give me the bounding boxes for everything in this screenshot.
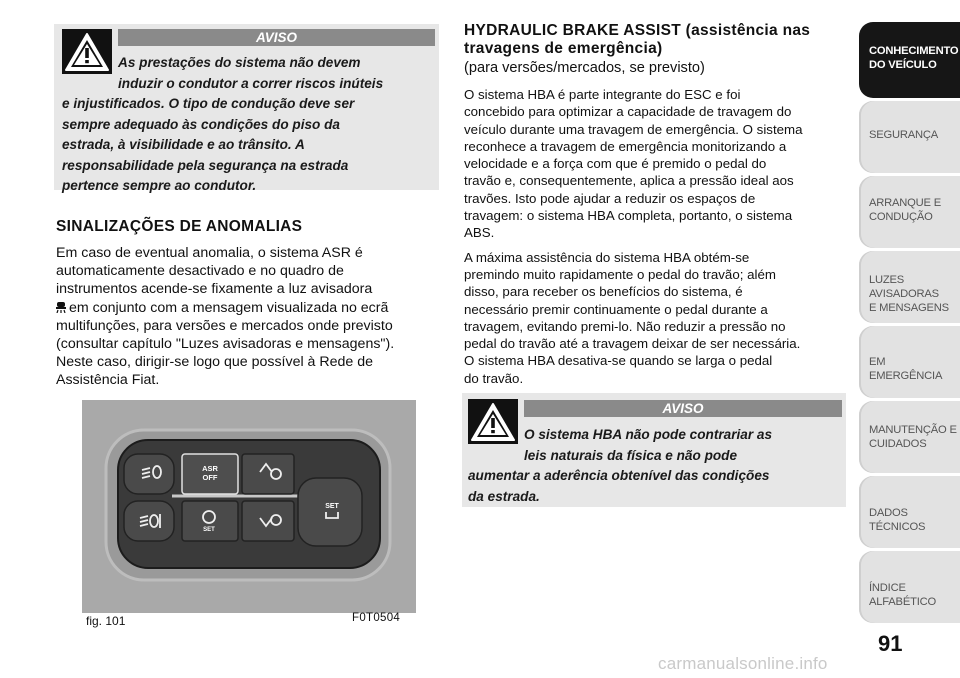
tab-indice-alfabetico[interactable]: [859, 551, 960, 623]
tab-manutencao-e-cuidados[interactable]: [859, 401, 960, 473]
tab-label: [869, 44, 958, 72]
warning-line: induzir o condutor a correr riscos inúteis: [118, 75, 384, 91]
tab-label: [869, 273, 960, 315]
asr-off-label-line1: ASR: [202, 464, 218, 473]
text-line: ABS.: [464, 225, 495, 241]
warning-text: [468, 425, 844, 507]
tab-label: [869, 506, 960, 534]
text-line: travões. Isto pode ajudar a reduzir os espaços de: [464, 190, 756, 206]
tab-dados-tecnicos[interactable]: [859, 476, 960, 548]
text-line: do travão.: [464, 370, 524, 386]
text-line: travagem: o sistema HBA completa, portanto, o sistema: [464, 208, 793, 224]
asr-warning-lamp-icon: [56, 301, 66, 313]
tab-label: [869, 423, 957, 451]
figure-caption: fig. 101: [86, 614, 126, 628]
hba-paragraph-1: [464, 86, 850, 242]
tab-label-line: ÍNDICE ALFABÉTICO: [869, 582, 937, 608]
tab-label: [869, 128, 938, 142]
warning-line: leis naturais da física e não pode: [524, 447, 738, 463]
anomalies-text: [56, 244, 441, 390]
tab-label-line: MANUTENÇÃO E: [869, 424, 957, 436]
section-heading-anomalies: SINALIZAÇÕES DE ANOMALIAS: [56, 218, 303, 235]
text-line: veículo durante uma travagem de emergência. O sistema: [464, 121, 803, 137]
text-line: automaticamente desactivado e no quadro de: [56, 263, 344, 280]
warning-line: estrada, à visibilidade e ao trânsito. A: [62, 137, 305, 152]
set-label: SET: [203, 527, 215, 533]
tab-label-line: CUIDADOS: [869, 438, 927, 450]
tab-label: [869, 581, 960, 609]
tab-label-line: CONHECIMENTO: [869, 45, 959, 57]
tab-label-line: ARRANQUE E: [869, 197, 941, 209]
warning-line: e injustificados. O tipo de condução deve ser: [62, 96, 355, 111]
text-line: Em caso de eventual anomalia, o sistema ASR é: [56, 245, 363, 261]
text-line: concebido para optimizar a capacidade de travagem do: [464, 104, 792, 120]
text-line-rest: em conjunto com a mensagem visualizada no ecrã: [69, 299, 389, 316]
text-line: A máxima assistência do sistema HBA obtém-se: [464, 249, 750, 265]
warning-box-top: [54, 24, 439, 193]
text-line: [56, 299, 441, 317]
hba-subtitle: (para versões/mercados, se previsto): [464, 60, 705, 76]
watermark: carmanualsonline.info: [658, 654, 828, 673]
heading-line: travagens de emergência): [464, 40, 663, 57]
warning-title: AVISO: [524, 400, 842, 417]
set-label-right: SET: [325, 503, 339, 510]
asr-off-label-line2: OFF: [202, 473, 218, 482]
tab-em-emergencia[interactable]: [859, 326, 960, 398]
figure-code: F0T0504: [352, 612, 401, 624]
text-line: O sistema HBA é parte integrante do ESC e foi: [464, 87, 741, 102]
text-line: Assistência Fiat.: [56, 372, 160, 389]
page-number: 91: [878, 631, 903, 656]
text-line: Neste caso, dirigir-se logo que possível à Rede de: [56, 354, 374, 371]
text-line: travão e, consequentemente, aplica a pressão ideal aos: [464, 173, 794, 189]
figure-button-panel: [82, 400, 416, 613]
tab-label: [869, 196, 941, 224]
hba-paragraph-2: [464, 249, 850, 387]
text-line: pedal do travão até a travagem deixar de ser necessária.: [464, 336, 801, 352]
text-line: necessário premir continuamente o pedal durante a: [464, 301, 768, 317]
warning-line: sempre adequado às condições do piso da: [62, 116, 340, 132]
text-line: multifunções, para versões e mercados onde previsto: [56, 317, 393, 334]
text-line: reconhece a travagem de emergência monitorizando a: [464, 138, 787, 154]
warning-box-right: [462, 393, 846, 507]
tab-label-line: DADOS TÉCNICOS: [869, 507, 926, 533]
tab-label-line: LUZES AVISADORAS: [869, 274, 939, 300]
text-line: travagem, evitando premi-lo. Não reduzir a pressão no: [464, 318, 786, 334]
tab-label-line: EM EMERGÊNCIA: [869, 356, 943, 382]
warning-line: aumentar a aderência obtenível das condições: [468, 468, 770, 483]
tab-seguranca[interactable]: [859, 101, 960, 173]
tab-luzes-avisadoras[interactable]: [859, 251, 960, 323]
text-line: velocidade e a força com que é premido o pedal do: [464, 156, 767, 172]
warning-line: responsabilidade pela segurança na estrada: [62, 157, 349, 173]
warning-text: [62, 53, 437, 197]
heading-line: HYDRAULIC BRAKE ASSIST (assistência nas: [464, 22, 811, 39]
text-line: disso, para receber os benefícios do sistema, é: [464, 284, 743, 300]
text-line: O sistema HBA desativa-se quando se larga o pedal: [464, 353, 773, 369]
warning-line: O sistema HBA não pode contrariar as: [524, 427, 773, 442]
warning-title: AVISO: [118, 29, 435, 46]
tab-conhecimento-do-veiculo[interactable]: [859, 22, 960, 98]
warning-line: pertence sempre ao condutor.: [62, 178, 257, 193]
tab-arranque-e-conducao[interactable]: [859, 176, 960, 248]
tab-label-line: SEGURANÇA: [869, 129, 939, 141]
button-panel-illustration: [82, 400, 416, 613]
tab-label-line: CONDUÇÃO: [869, 211, 933, 223]
hba-text: [464, 86, 850, 394]
tab-label-line: E MENSAGENS: [869, 302, 949, 314]
tab-label-line: DO VEÍCULO: [869, 59, 937, 71]
section-heading-hba: [464, 22, 849, 58]
text-line: premindo muito rapidamente o pedal do travão; além: [464, 266, 776, 282]
warning-line: da estrada.: [468, 488, 540, 504]
text-line: instrumentos acende-se fixamente a luz avisadora: [56, 281, 373, 298]
warning-line: As prestações do sistema não devem: [118, 55, 361, 70]
tab-label: [869, 355, 960, 383]
text-line: (consultar capítulo "Luzes avisadoras e mensagens").: [56, 336, 395, 353]
